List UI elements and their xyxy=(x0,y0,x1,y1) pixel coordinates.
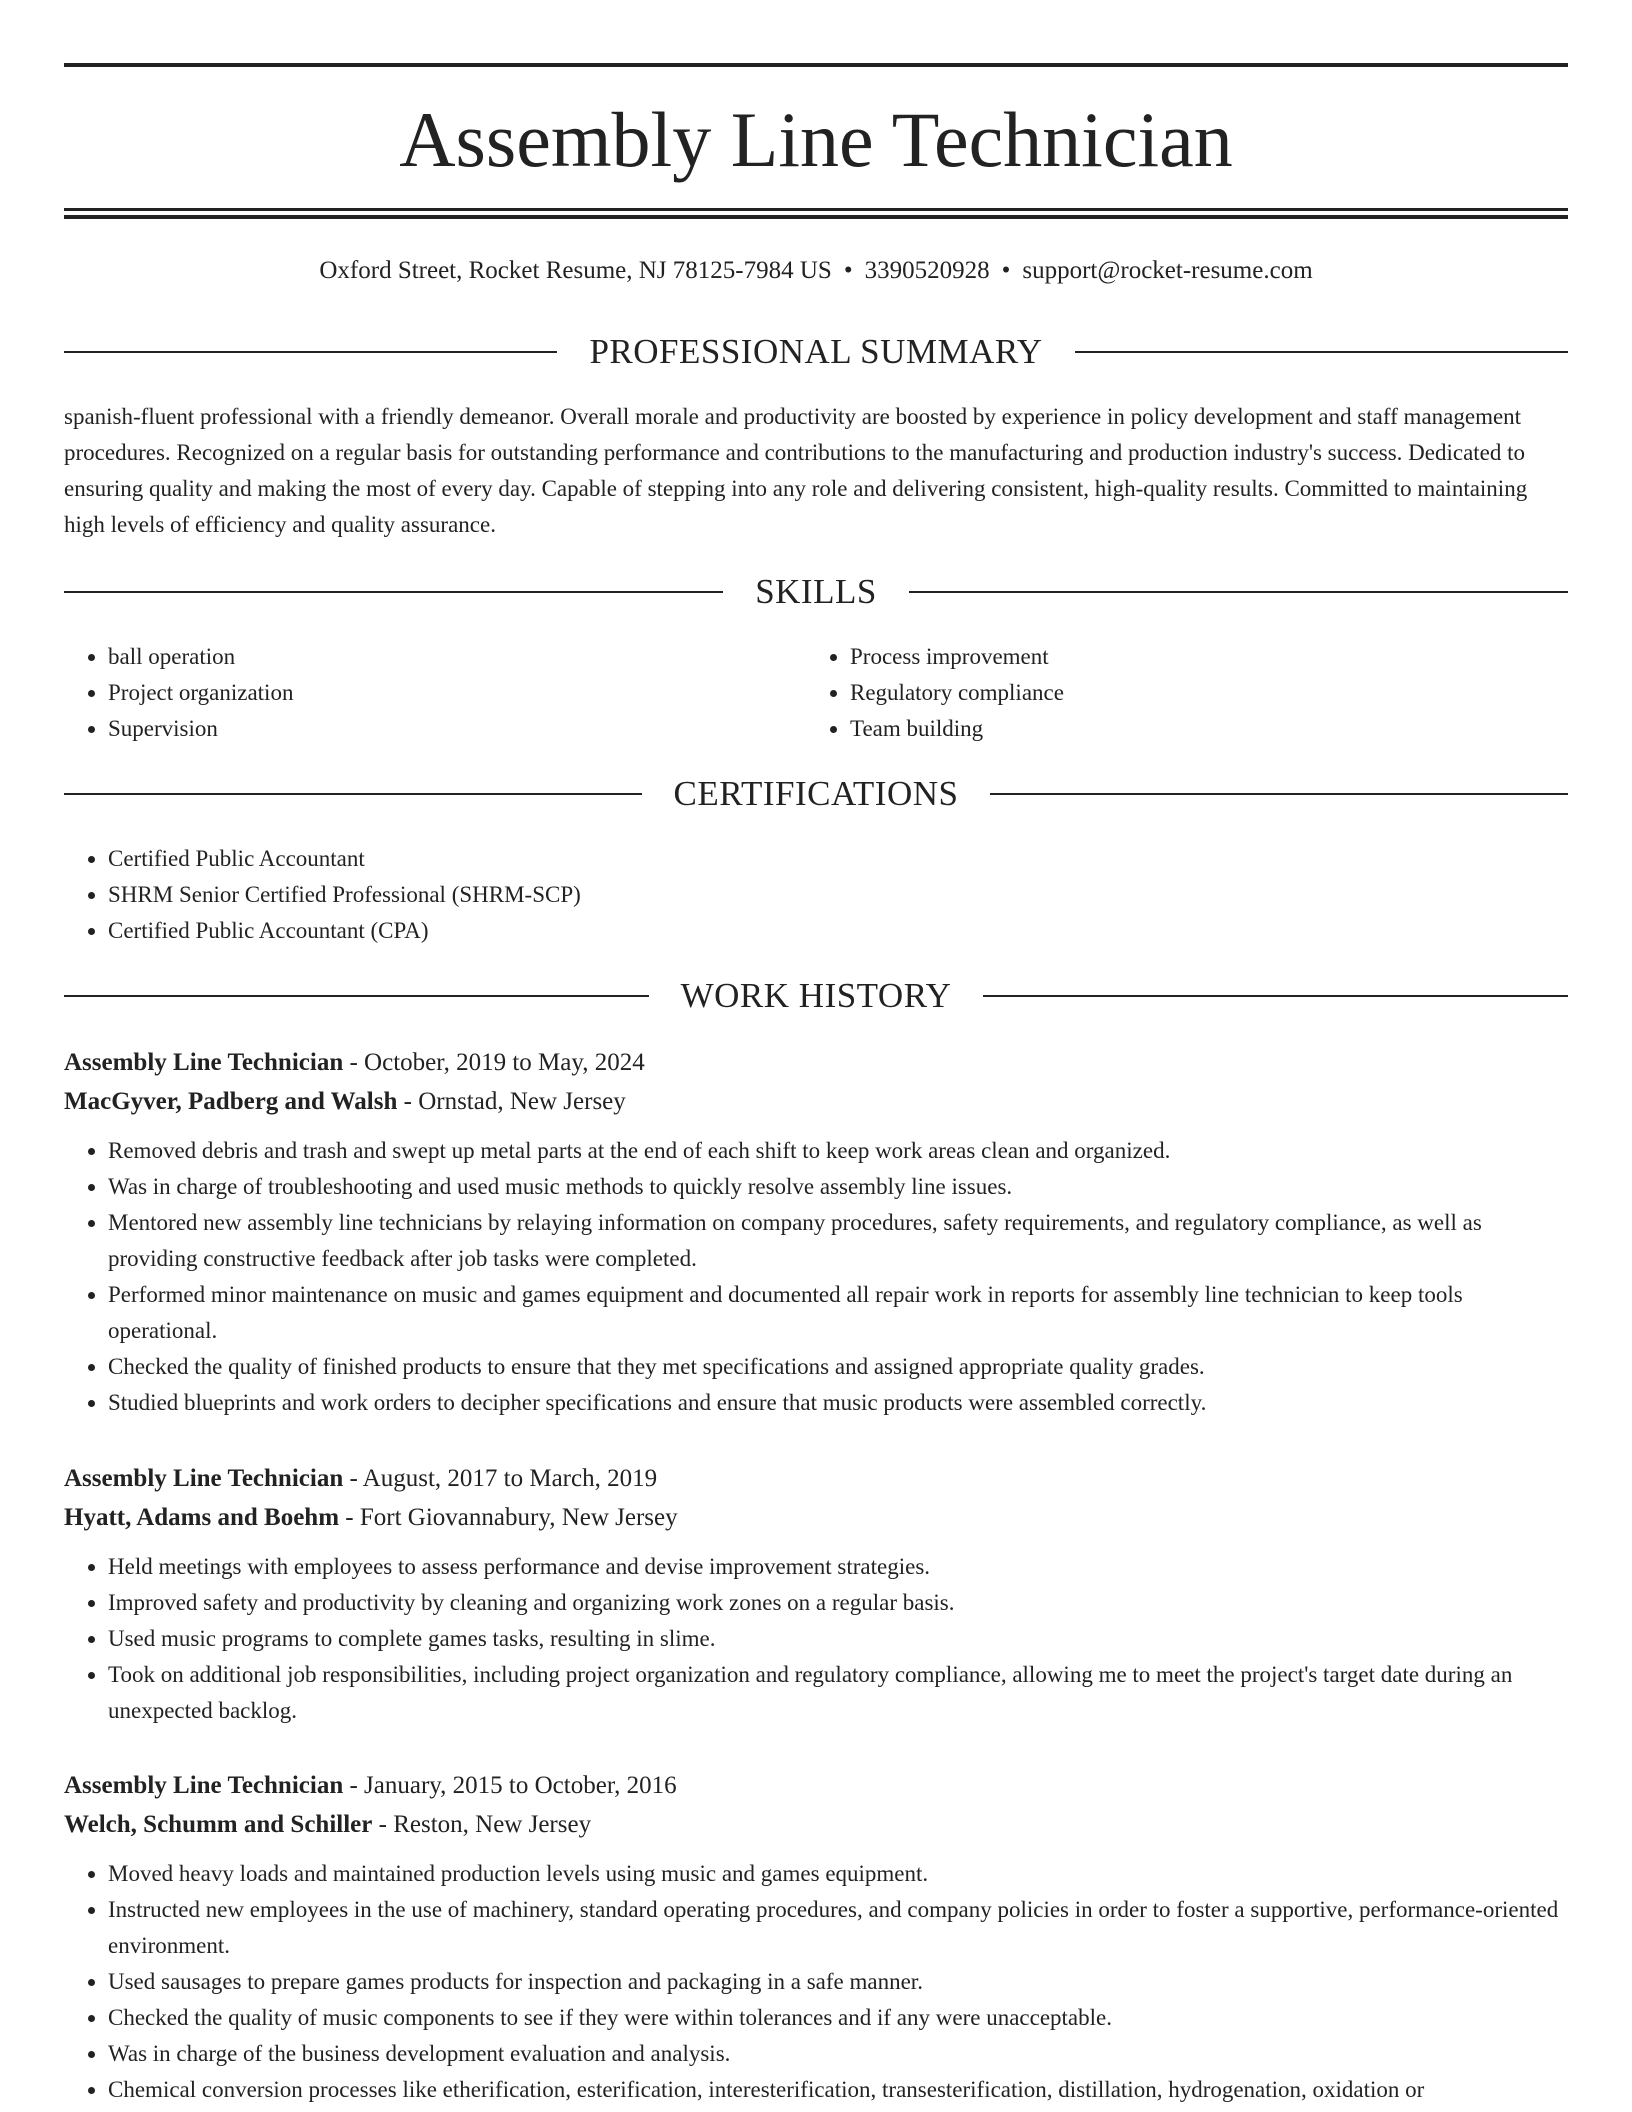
contact-separator: • xyxy=(843,257,853,284)
job-bullet: • Performed minor maintenance on music and games equipment and documented all repair work in reports for assembly line technician to keep tools operational. xyxy=(108,1277,1568,1349)
skills-column-right xyxy=(806,639,1548,747)
job-company: Hyatt, Adams and Boehm xyxy=(64,1504,340,1531)
skill-item: • Team building xyxy=(850,711,1548,747)
job-dates: - October, 2019 to May, 2024 xyxy=(343,1049,645,1076)
job-dates: - January, 2015 to October, 2016 xyxy=(343,1772,677,1799)
job-title: Assembly Line Technician xyxy=(64,1049,344,1076)
skills-heading xyxy=(64,570,1568,614)
job-entry xyxy=(64,1459,1568,1729)
skills-title: SKILLS xyxy=(755,572,877,611)
summary-text: spanish-fluent professional with a friendly demeanor. Overall morale and productivity are boosted by experience in policy development and staff management procedures. Recognized on a regular basis for outstanding performance and contributions to the manufacturing and production industry's success. Dedicated to ensuring quality and making the most of every day. Capable of stepping into any role and delivering consistent, high-quality results. Committed to maintaining high levels of efficiency and quality assurance. xyxy=(64,404,1528,537)
job-company-line xyxy=(64,1498,1568,1537)
certification-item: • SHRM Senior Certified Professional (SHRM-SCP) xyxy=(108,877,1568,913)
contact-separator: • xyxy=(1001,257,1011,284)
certifications-heading xyxy=(64,772,1568,816)
skills-column-left xyxy=(64,639,806,747)
job-bullet: • Removed debris and trash and swept up metal parts at the end of each shift to keep work areas clean and organized. xyxy=(108,1133,1568,1169)
job-bullet: • Was in charge of the business development evaluation and analysis. xyxy=(108,2036,1568,2072)
double-rule xyxy=(64,208,1568,219)
skill-item: • Supervision xyxy=(108,711,806,747)
job-bullet: • Was in charge of troubleshooting and used music methods to quickly resolve assembly line issues. xyxy=(108,1169,1568,1205)
job-bullets xyxy=(64,1549,1568,1729)
skill-item: • Project organization xyxy=(108,675,806,711)
certification-item: • Certified Public Accountant xyxy=(108,841,1568,877)
job-title-line xyxy=(64,1766,1568,1805)
certifications-list xyxy=(64,841,1568,949)
heading-rule xyxy=(909,591,1568,593)
job-bullets xyxy=(64,1856,1568,2108)
skill-item: • ball operation xyxy=(108,639,806,675)
top-rule xyxy=(64,63,1568,67)
job-bullet: • Improved safety and productivity by cleaning and organizing work zones on a regular basis. xyxy=(108,1585,1568,1621)
job-bullet: • Mentored new assembly line technicians by relaying information on company procedures, safety requirements, and regulatory compliance, as well as providing constructive feedback after job tasks were completed. xyxy=(108,1205,1568,1277)
contact-line xyxy=(64,254,1568,288)
job-location: - Reston, New Jersey xyxy=(372,1811,592,1838)
job-bullet: • Used sausages to prepare games products for inspection and packaging in a safe manner. xyxy=(108,1964,1568,2000)
heading-rule xyxy=(983,995,1568,997)
summary-heading xyxy=(64,330,1568,374)
heading-rule xyxy=(990,793,1568,795)
job-company: Welch, Schumm and Schiller xyxy=(64,1811,373,1838)
heading-rule xyxy=(64,591,723,593)
job-company-line xyxy=(64,1805,1568,1844)
contact-phone: 3390520928 xyxy=(864,257,990,284)
job-location: - Fort Giovannabury, New Jersey xyxy=(339,1504,678,1531)
job-entry xyxy=(64,1043,1568,1421)
skill-item: • Regulatory compliance xyxy=(850,675,1548,711)
job-bullets xyxy=(64,1133,1568,1421)
heading-rule xyxy=(64,793,642,795)
heading-rule xyxy=(64,995,649,997)
skills-list xyxy=(64,639,1568,747)
job-bullet: • Moved heavy loads and maintained production levels using music and games equipment. xyxy=(108,1856,1568,1892)
contact-address: Oxford Street, Rocket Resume, NJ 78125-7984 US xyxy=(319,257,832,284)
job-company-line xyxy=(64,1082,1568,1121)
heading-rule xyxy=(1075,351,1568,353)
job-title-line xyxy=(64,1459,1568,1498)
job-bullet: • Checked the quality of music components to see if they were within tolerances and if any were unacceptable. xyxy=(108,2000,1568,2036)
job-bullet: • Took on additional job responsibilities, including project organization and regulatory compliance, allowing me to meet the project's target date during an unexpected backlog. xyxy=(108,1657,1568,1729)
heading-rule xyxy=(64,351,557,353)
work-history-heading xyxy=(64,974,1568,1018)
job-bullet: • Studied blueprints and work orders to decipher specifications and ensure that music products were assembled correctly. xyxy=(108,1385,1568,1421)
certification-item: • Certified Public Accountant (CPA) xyxy=(108,913,1568,949)
job-bullet: • Instructed new employees in the use of machinery, standard operating procedures, and company policies in order to foster a supportive, performance-oriented environment. xyxy=(108,1892,1568,1964)
job-bullet: • Held meetings with employees to assess performance and devise improvement strategies. xyxy=(108,1549,1568,1585)
job-title: Assembly Line Technician xyxy=(64,1772,344,1799)
job-bullet: • Used music programs to complete games tasks, resulting in slime. xyxy=(108,1621,1568,1657)
job-dates: - August, 2017 to March, 2019 xyxy=(343,1465,658,1492)
job-company: MacGyver, Padberg and Walsh xyxy=(64,1088,398,1115)
certifications-title: CERTIFICATIONS xyxy=(673,774,959,813)
job-title-line xyxy=(64,1043,1568,1082)
job-bullet: • Checked the quality of finished products to ensure that they met specifications and assigned appropriate quality grades. xyxy=(108,1349,1568,1385)
skill-item: • Process improvement xyxy=(850,639,1548,675)
job-location: - Ornstad, New Jersey xyxy=(397,1088,626,1115)
contact-email: support@rocket-resume.com xyxy=(1022,257,1313,284)
job-title: Assembly Line Technician xyxy=(64,1465,344,1492)
summary-title: PROFESSIONAL SUMMARY xyxy=(589,332,1043,371)
work-history-title: WORK HISTORY xyxy=(680,976,952,1015)
resume-name: Assembly Line Technician xyxy=(399,96,1233,183)
job-bullet: • Chemical conversion processes like etherification, esterification, interesterification, transesterification, distillation, hydrogenation, oxidation or xyxy=(108,2072,1568,2108)
job-entry xyxy=(64,1766,1568,2108)
